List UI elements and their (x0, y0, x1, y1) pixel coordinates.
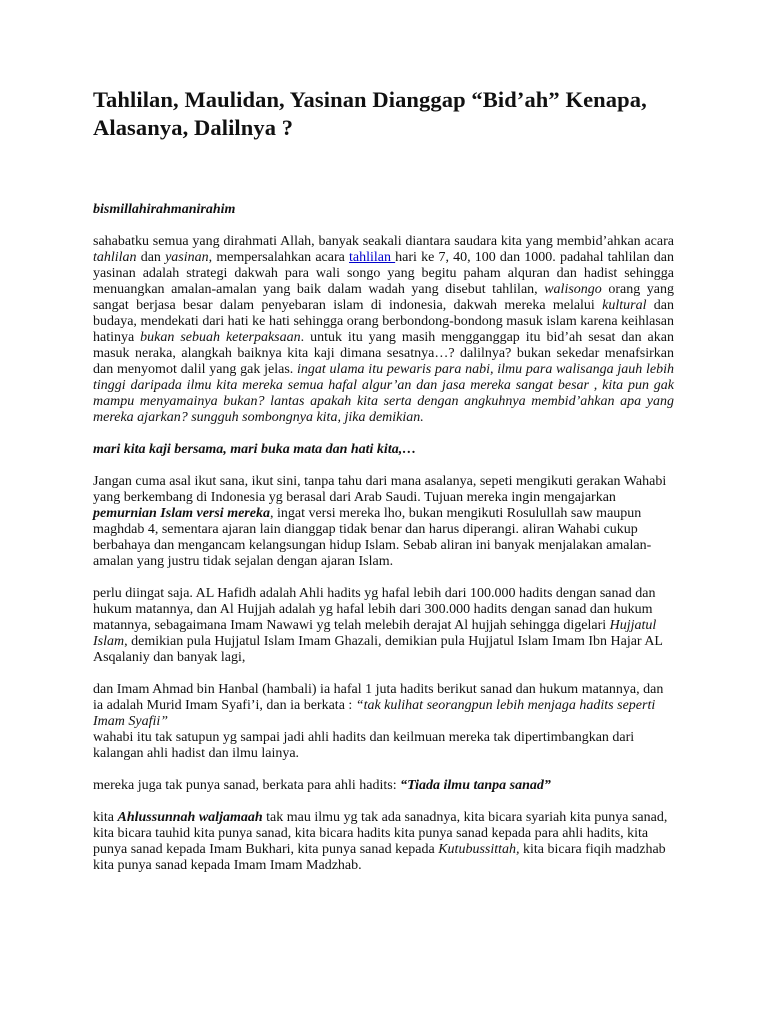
subheading-text: mari kita kaji bersama, mari buka mata dan hati kita,… (93, 442, 417, 457)
text-span: , mempersalahkan acara (208, 250, 349, 265)
italic-span: Hujjatul Islam (93, 618, 657, 649)
italic-span: kultural (602, 298, 647, 313)
text-span: dan (136, 250, 166, 265)
text-span: Jangan cuma asal ikut sana, ikut sini, tanpa tahu dari mana asalanya, sepeti mengikuti gerakan Wahabi yang berkembang di Indonesia yg berasal dari Arab Saudi. Tujuan mereka ingin mengajarkan (93, 474, 667, 505)
section-subheading (93, 442, 674, 458)
tahlilan-link[interactable]: tahlilan (349, 250, 396, 265)
paragraph-hafidh (93, 586, 674, 666)
italic-span: tahlilan (93, 250, 137, 265)
text-span: , demikian pula Hujjatul Islam Imam Ghazali, demikian pula Hujjatul Islam Imam Ibn Hajar AL Asqalaniy dan banyak lagi, (93, 634, 663, 665)
text-span: orang yang sangat berjasa besar dalam penyebaran islam di indonesia, dakwah mereka melalui (93, 282, 674, 313)
bold-italic-span: “Tiada ilmu tanpa sanad” (400, 778, 551, 793)
paragraph-sanad (93, 778, 674, 794)
bold-italic-span: pemurnian Islam versi mereka (93, 506, 270, 521)
text-span: mereka juga tak punya sanad, berkata para ahli hadits: (93, 778, 401, 793)
text-span: , ingat versi mereka lho, bukan mengikuti Rosulullah saw maupun maghdab 4, sementara ajaran lain dianggap tidak benar dan harus diperangi. aliran Wahabi cukup berbahaya dan mengancam kelangsungan hidup Islam. Sebab aliran ini banyak menjalakan amalan-amalan yang justru tidak sejalan dengan ajaran Islam. (93, 506, 652, 569)
paragraph-intro (93, 234, 674, 426)
text-span: kita bicara fiqih madzhab kita punya sanad kepada Imam Imam Madzhab. (93, 842, 666, 873)
italic-span: “tak kulihat seorangpun lebih menjaga hadits seperti Imam Syafii” (93, 698, 656, 729)
text-span: tak mau ilmu yg tak ada sanadnya, kita bicara syariah kita punya sanad, kita bicara tauhid kita punya sanad, kita bicara hadits kita punya sanad kepada para ahli hadits, kita punya sanad kepada Imam Bukhari, kita punya sanad kepada (93, 810, 668, 857)
text-span: . untuk itu yang masih mengganggap itu bid’ah sesat dan akan masuk neraka, alangkah baiknya kita kaji dimana sesatnya…? dalilnya? bukan sekedar menafsirkan dan menyomot dalil yang gak jelas. (93, 330, 674, 377)
text-span: wahabi itu tak satupun yg sampai jadi ahli hadits dan keilmuan mereka tak dipertimbangkan dari kalangan ahli hadist dan ilmu lainya. (93, 730, 635, 761)
italic-span: ingat ulama itu pewaris para nabi, ilmu para walisanga jauh lebih tinggi daripada ilmu kita mereka semua hafal algur’an dan jasa mereka sangat besar , kita pun gak mampu menyamainya bukan? lantas apakah kita serta dengan angkuhnya membid’ahkan apa yang mereka ajarkan? sungguh sombongnya kita, jika demikian. (93, 362, 674, 425)
paragraph-ahmad-hanbal (93, 682, 674, 762)
italic-span: Kutubussittah, (438, 842, 520, 857)
text-span: dan Imam Ahmad bin Hanbal (hambali) ia hafal 1 juta hadits berikut sanad dan hukum matannya, dan ia adalah Murid Imam Syafi’i, dan ia berkata : (93, 682, 664, 713)
text-span: perlu diingat saja. AL Hafidh adalah Ahli hadits yg hafal lebih dari 100.000 hadits dengan sanad dan hukum matannya, dan Al Hujjah adalah yg hafal lebih dari 300.000 hadits dengan sanad dan hukum matannya, sebagaimana Imam Nawawi yg telah melebih derajat Al hujjah sehingga digelari (93, 586, 656, 633)
text-span: kita (93, 810, 118, 825)
italic-span: bukan sebuah keterpaksaan (140, 330, 301, 345)
basmalah-line: bismillahirahmanirahim (93, 202, 236, 217)
paragraph-wahabi (93, 474, 674, 570)
text-span: sahabatku semua yang dirahmati Allah, banyak seakali diantara saudara kita yang membid’ahkan acara (93, 234, 674, 249)
article-title: Tahlilan, Maulidan, Yasinan Dianggap “Bid’ah” Kenapa, Alasanya, Dalilnya ? (93, 87, 647, 140)
text-span: dan budaya, mendekati dari hati ke hati sehingga orang berbondong-bondong masuk islam karena keihlasan hatinya (93, 298, 675, 345)
bold-italic-span: Ahlussunnah waljamaah (117, 810, 263, 825)
italic-span: yasinan (165, 250, 209, 265)
text-span: hari ke 7, 40, 100 dan 1000. padahal tahlilan dan yasinan adalah strategi dakwah para wali songo yang begitu paham alquran dan hadist sehingga menuangkan amalan-amalan yang baik dalam wadah yang disebut tahlilan, (93, 250, 674, 297)
paragraph-ahlussunnah (93, 810, 674, 874)
document-page (93, 86, 674, 874)
italic-span: walisongo (544, 282, 602, 297)
